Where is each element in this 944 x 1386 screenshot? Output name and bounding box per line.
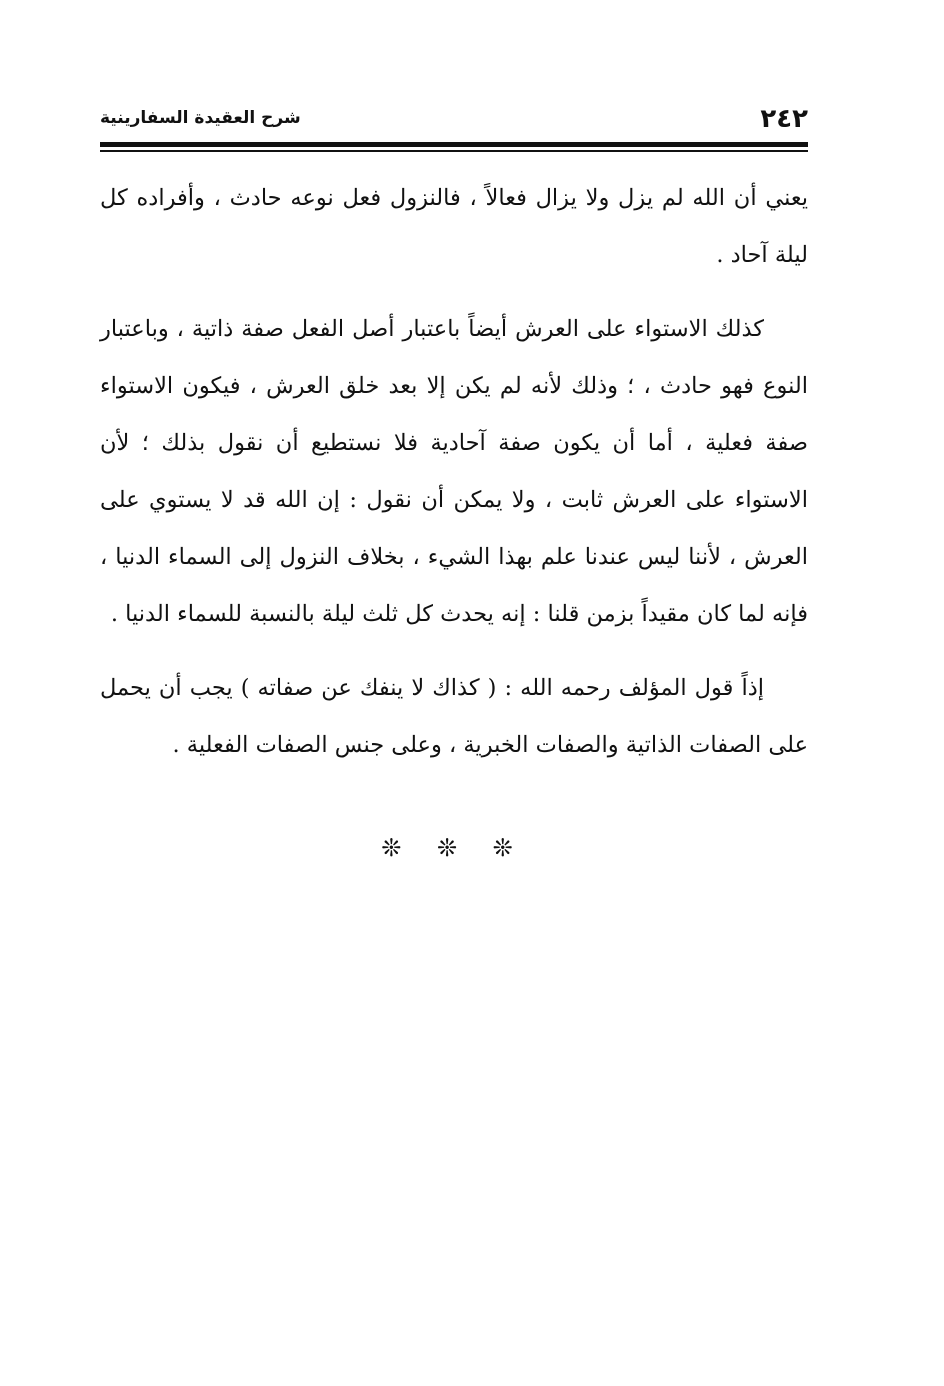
section-separator: ❊ ❊ ❊ xyxy=(381,834,527,862)
running-title: شرح العقيدة السفارينية xyxy=(100,108,301,128)
page-header xyxy=(100,104,808,138)
header-rule-thick xyxy=(100,142,808,147)
header-rule-thin xyxy=(100,150,808,152)
paragraph-3: إذاً قول المؤلف رحمه الله : ( كذاك لا ينفك عن صفاته ) يجب أن يحمل على الصفات الذاتية والصفات الخبرية ، وعلى جنس الصفات الفعلية . xyxy=(100,675,808,758)
paragraph-1: يعني أن الله لم يزل ولا يزال فعالاً ، فالنزول فعل نوعه حادث ، وأفراده كل ليلة آحاد . xyxy=(100,185,808,268)
paragraph-2: كذلك الاستواء على العرش أيضاً باعتبار أصل الفعل صفة ذاتية ، وباعتبار النوع فهو حادث ، ؛ وذلك لأنه لم يكن إلا بعد خلق العرش ، فيكون الاستواء صفة فعلية ، أما أن يكون صفة آحادية فلا نستطيع أن نقول بذلك ؛ لأن الاستواء على العرش ثابت ، ولا يمكن أن نقول : إن الله قد لا يستوي على العرش ، لأننا ليس عندنا علم بهذا الشيء ، بخلاف النزول إلى السماء الدنيا ، فإنه لما كان مقيداً بزمن قلنا : إنه يحدث كل ثلث ليلة بالنسبة للسماء الدنيا . xyxy=(100,316,808,627)
page-number: ٢٤٢ xyxy=(760,104,808,134)
body-text xyxy=(100,170,808,791)
